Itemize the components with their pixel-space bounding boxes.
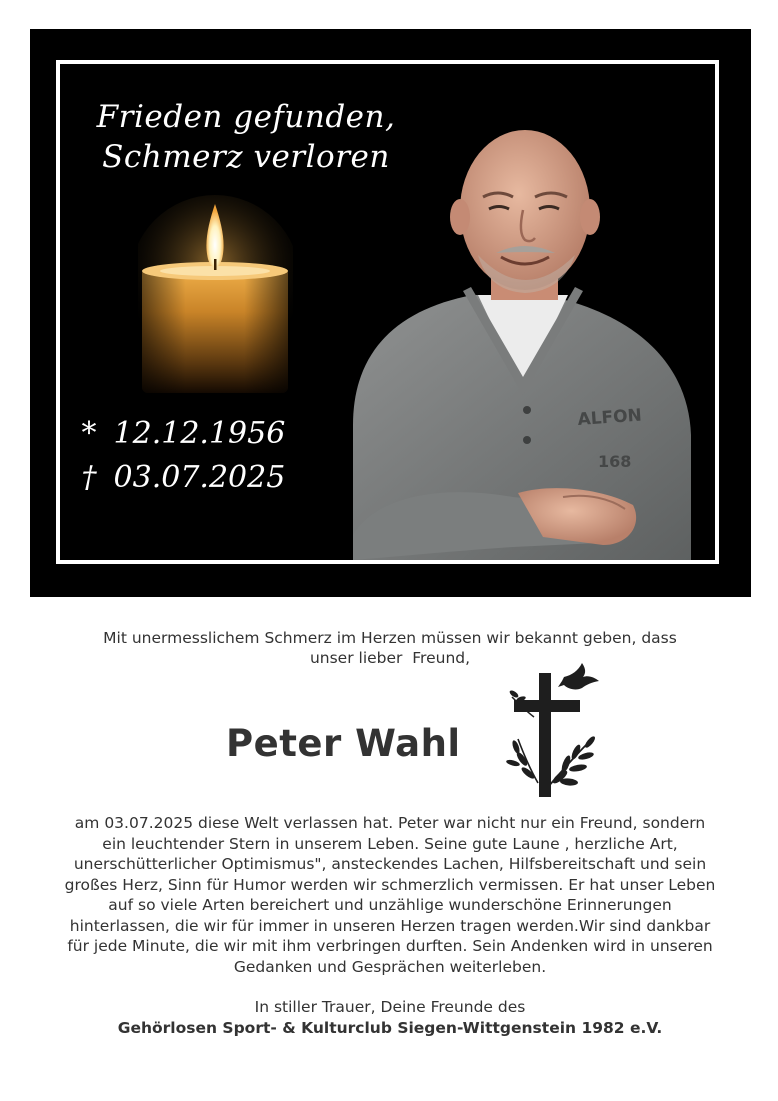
- dove-icon: [558, 663, 599, 689]
- closing-signature: [40, 997, 740, 1038]
- body-line: am 03.07.2025 diese Welt verlassen hat. Peter war nicht nur ein Freund, sondern: [74, 814, 706, 832]
- intro-text: [40, 628, 740, 668]
- candle-icon: [138, 175, 293, 395]
- body-line: ein leuchtender Stern in unserem Leben. Seine gute Laune , herzliche Art,: [102, 834, 678, 853]
- club-name: Gehörlosen Sport- & Kulturclub Siegen-Wittgenstein 1982 e.V.: [117, 1018, 663, 1037]
- intro-line-1: Mit unermesslichem Schmerz im Herzen müssen wir bekannt geben, dass: [103, 629, 677, 647]
- body-line: für jede Minute, die wir mit ihm verbringen durften. Sein Andenken wird in unseren: [67, 937, 713, 955]
- death-date-row: [74, 456, 285, 500]
- cross-icon: [502, 655, 607, 800]
- body-line: unerschütterlicher Optimismus", ansteckendes Lachen, Hilfsbereitschaft und sein: [73, 855, 707, 873]
- deceased-name: Peter Wahl: [226, 722, 461, 765]
- life-dates: [74, 412, 285, 500]
- body-line: auf so viele Arten bereichert und unzählige wunderschöne Erinnerungen: [108, 896, 672, 914]
- body-line: hinterlassen, die wir für immer in unseren Herzen tragen werden.Wir sind dankbar: [69, 916, 711, 935]
- obituary-body: [40, 813, 740, 977]
- svg-text:ALFON: ALFON: [576, 405, 643, 430]
- death-symbol: †: [81, 460, 97, 495]
- birth-date: 12.12.1956: [113, 416, 286, 451]
- death-date: 03.07.2025: [113, 460, 286, 495]
- birth-symbol: *: [81, 416, 97, 451]
- body-line: großes Herz, Sinn für Humor werden wir schmerzlich vermissen. Er hat unser Leben: [64, 875, 716, 894]
- body-line: Gedanken und Gesprächen weiterleben.: [233, 957, 547, 976]
- motto-line-1: Frieden gefunden,: [96, 99, 396, 135]
- intro-line-2: unser lieber Freund,: [309, 649, 471, 667]
- portrait-photo: [313, 105, 703, 565]
- motto-line-2: Schmerz verloren: [102, 139, 390, 175]
- svg-text:168: 168: [598, 452, 632, 471]
- birth-date-row: [74, 412, 285, 456]
- closing-line: In stiller Trauer, Deine Freunde des: [254, 998, 526, 1016]
